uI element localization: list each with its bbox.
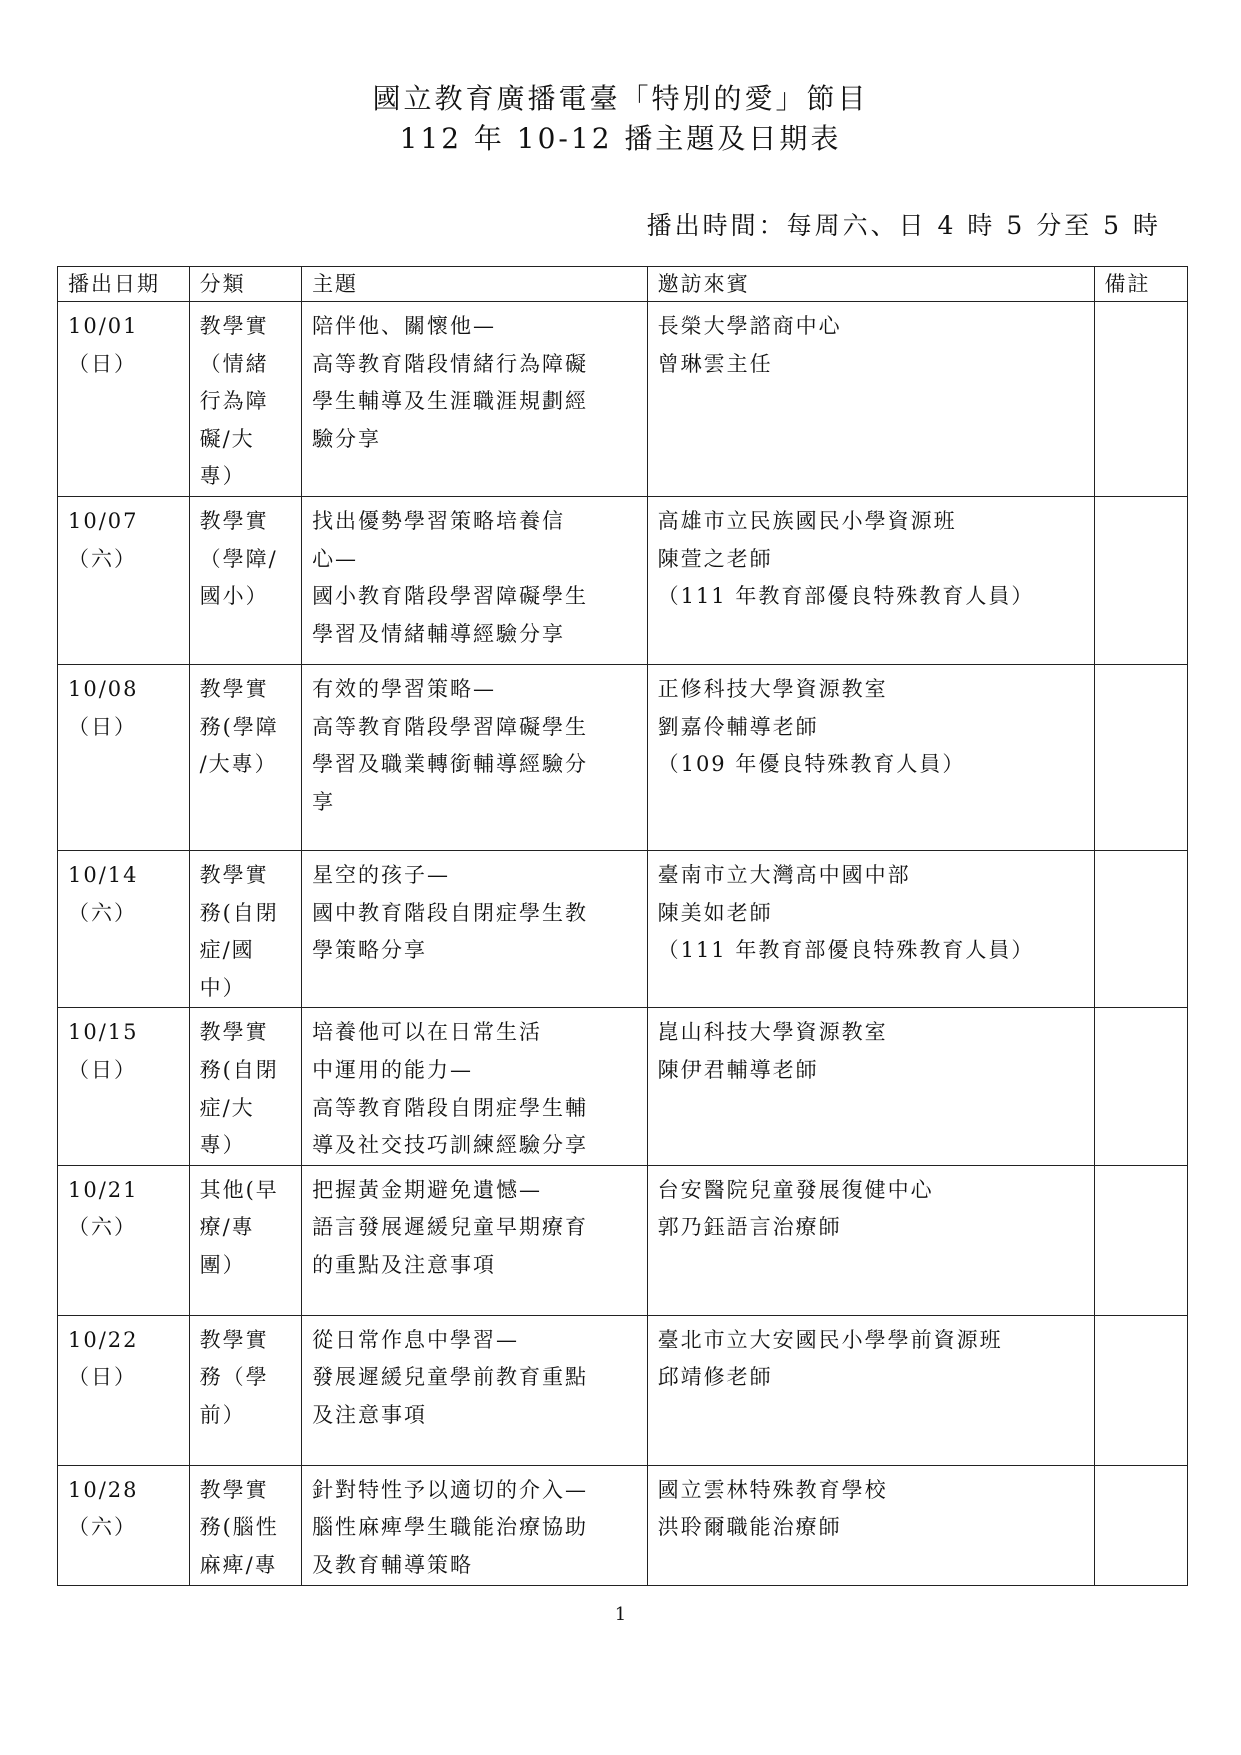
guest-cell: 崑山科技大學資源教室 陳伊君輔導老師 — [647, 1008, 1094, 1165]
guest-cell: 臺北市立大安國民小學學前資源班 邱靖修老師 — [647, 1315, 1094, 1465]
topic-cell: 把握黃金期避免遺憾— 語言發展遲緩兒童早期療育 的重點及注意事項 — [302, 1165, 648, 1315]
broadcast-time: 播出時間：每周六、日 4 時 5 分至 5 時 — [646, 211, 1161, 240]
weekday: （六） — [68, 1215, 137, 1240]
table-row — [58, 1008, 1188, 1165]
note-cell — [1094, 1165, 1187, 1315]
note-cell — [1094, 850, 1187, 1007]
weekday: （六） — [68, 546, 137, 571]
header-category: 分類 — [189, 267, 301, 302]
note-cell — [1094, 1465, 1187, 1585]
date: 10/01 — [68, 314, 139, 338]
date: 10/14 — [68, 862, 139, 887]
note-cell — [1094, 1315, 1187, 1465]
table-row — [58, 1165, 1188, 1315]
date: 10/07 — [68, 508, 139, 533]
weekday: （六） — [68, 900, 137, 925]
header-topic: 主題 — [302, 267, 648, 302]
table-row — [58, 1465, 1188, 1585]
category-cell: 教學實 務（學 前） — [189, 1315, 301, 1465]
category-cell: 教學實 務(自閉 症/國 中） — [189, 850, 301, 1007]
date-cell — [58, 664, 190, 850]
topic-cell: 星空的孩子— 國中教育階段自閉症學生教 學策略分享 — [302, 850, 648, 1007]
weekday: （日） — [68, 1365, 137, 1390]
category-cell: 教學實 （情緒 行為障 礙/大 專） — [189, 302, 301, 497]
guest-cell: 長榮大學諮商中心 曾琳雲主任 — [647, 302, 1094, 497]
topic-cell: 從日常作息中學習— 發展遲緩兒童學前教育重點 及注意事項 — [302, 1315, 648, 1465]
weekday: （日） — [68, 714, 137, 739]
category-cell: 教學實 務(自閉 症/大 專） — [189, 1008, 301, 1165]
date: 10/28 — [68, 1477, 139, 1502]
guest-cell: 高雄市立民族國民小學資源班 陳萱之老師 （111 年教育部優良特殊教育人員） — [647, 496, 1094, 664]
date-cell — [58, 1165, 190, 1315]
weekday: （日） — [68, 1057, 137, 1082]
date-cell — [58, 850, 190, 1007]
category-cell: 教學實 務(腦性 麻痺/專 — [189, 1465, 301, 1585]
schedule-table — [57, 266, 1188, 1586]
note-cell — [1094, 1008, 1187, 1165]
date-cell — [58, 302, 190, 497]
date: 10/21 — [68, 1177, 139, 1202]
category-cell: 教學實 務(學障 /大專） — [189, 664, 301, 850]
note-cell — [1094, 496, 1187, 664]
note-cell — [1094, 664, 1187, 850]
page-number: 1 — [614, 1604, 627, 1625]
date: 10/15 — [68, 1020, 139, 1045]
note-cell — [1094, 302, 1187, 497]
document-title: 國立教育廣播電臺「特別的愛」節目 — [372, 82, 869, 115]
table-row — [58, 850, 1188, 1007]
date: 10/08 — [68, 676, 139, 701]
guest-cell: 正修科技大學資源教室 劉嘉伶輔導老師 （109 年優良特殊教育人員） — [647, 664, 1094, 850]
header-date: 播出日期 — [58, 267, 190, 302]
weekday: （六） — [68, 1515, 137, 1540]
category-cell: 教學實 （學障/ 國小） — [189, 496, 301, 664]
topic-cell: 陪伴他、關懷他— 高等教育階段情緒行為障礙 學生輔導及生涯職涯規劃經 驗分享 — [302, 302, 648, 497]
topic-cell: 針對特性予以適切的介入— 腦性麻痺學生職能治療協助 及教育輔導策略 — [302, 1465, 648, 1585]
guest-cell: 臺南市立大灣高中國中部 陳美如老師 （111 年教育部優良特殊教育人員） — [647, 850, 1094, 1007]
category-cell: 其他(早 療/專 團） — [189, 1165, 301, 1315]
table-header-row — [58, 267, 1188, 302]
date-cell — [58, 1315, 190, 1465]
topic-cell: 找出優勢學習策略培養信 心— 國小教育階段學習障礙學生 學習及情緒輔導經驗分享 — [302, 496, 648, 664]
guest-cell: 台安醫院兒童發展復健中心 郭乃鈺語言治療師 — [647, 1165, 1094, 1315]
topic-cell: 培養他可以在日常生活 中運用的能力— 高等教育階段自閉症學生輔 導及社交技巧訓練經驗分享 — [302, 1008, 648, 1165]
date-cell — [58, 496, 190, 664]
date-cell — [58, 1465, 190, 1585]
table-row — [58, 302, 1188, 497]
table-row — [58, 664, 1188, 850]
weekday: （日） — [68, 351, 137, 376]
table-row — [58, 1315, 1188, 1465]
guest-cell: 國立雲林特殊教育學校 洪聆爾職能治療師 — [647, 1465, 1094, 1585]
topic-cell: 有效的學習策略— 高等教育階段學習障礙學生 學習及職業轉銜輔導經驗分 享 — [302, 664, 648, 850]
date-cell — [58, 1008, 190, 1165]
date: 10/22 — [68, 1327, 139, 1352]
header-note: 備註 — [1094, 267, 1187, 302]
header-guest: 邀訪來賓 — [647, 267, 1094, 302]
document-subtitle: 112 年 10-12 播主題及日期表 — [399, 122, 842, 155]
table-row — [58, 496, 1188, 664]
